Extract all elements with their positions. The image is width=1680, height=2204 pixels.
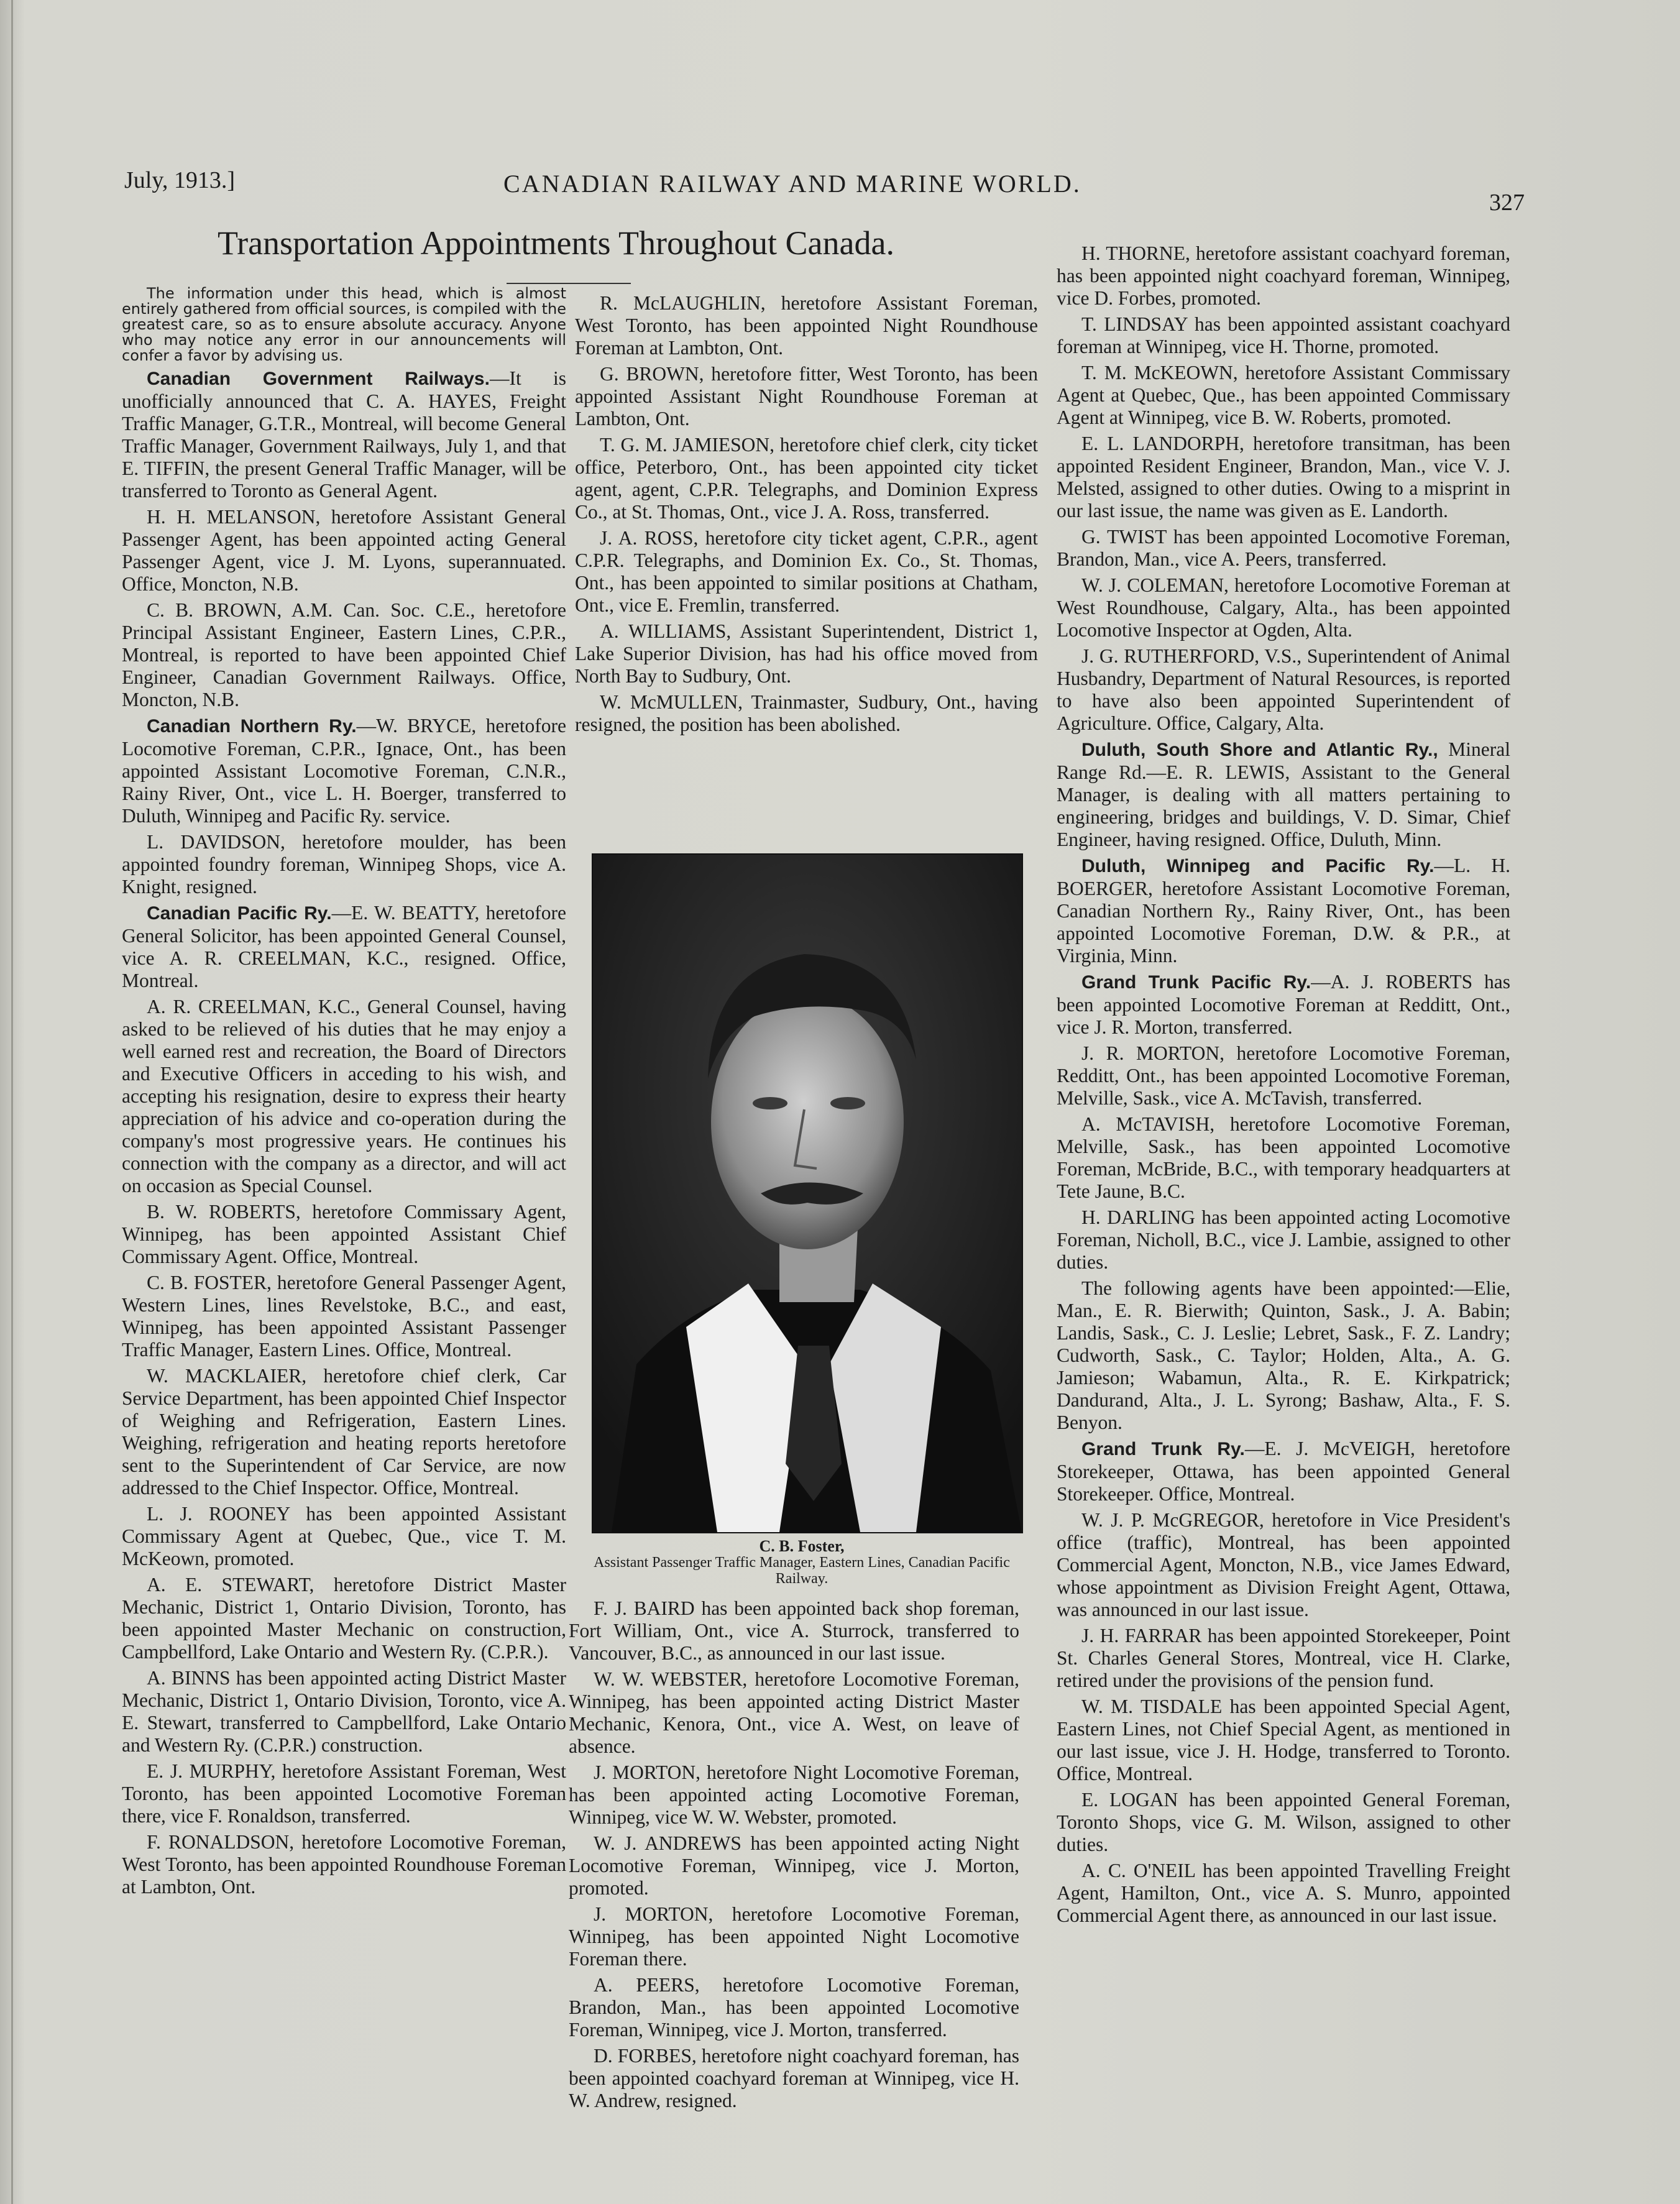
appointment-entry bbox=[569, 2045, 1019, 2112]
appointment-entry bbox=[122, 1503, 566, 1570]
entry-text: H. THORNE, heretofore assistant coachyard foreman, has been appointed night coachyard foreman, Winnipeg, vice D. Forbes, promoted. bbox=[1057, 242, 1510, 309]
entry-text: E. J. MURPHY, heretofore Assistant Foreman, West Toronto, has been appointed Locomotive Foreman there, vice F. Ronaldson, transferred. bbox=[122, 1760, 566, 1827]
entry-text: J. A. ROSS, heretofore city ticket agent, C.P.R., agent C.P.R. Telegraphs, and Dominion Ex. Co., St. Thomas, Ont., has been appointed to similar positions at Chatham, Ont., vice E. Fremlin, transferred. bbox=[575, 527, 1038, 616]
entry-text: W. M. TISDALE has been appointed Special Agent, Eastern Lines, not Chief Special Agent, as mentioned in our last issue, vice J. H. Hodge, transferred to Toronto. Office, Montreal. bbox=[1057, 1696, 1510, 1784]
appointment-entry bbox=[1057, 1206, 1510, 1274]
appointment-entry bbox=[1057, 433, 1510, 522]
article-intro: The information under this head, which is almost entirely gathered from official sources, is compiled with the greatest care, so as to ensure absolute accuracy. Anyone who may notice any error in our announcements will confer a favor by advising us. bbox=[122, 285, 566, 364]
appointment-entry bbox=[1057, 574, 1510, 641]
entry-text: E. L. LANDORPH, heretofore transitman, has been appointed Resident Engineer, Brandon, Man., vice V. J. Melsted, assigned to other duties. Owing to a misprint in our last issue, the name was given as E. Landorth. bbox=[1057, 433, 1510, 521]
entry-text: E. LOGAN has been appointed General Foreman, Toronto Shops, vice G. M. Wilson, assigned to other duties. bbox=[1057, 1789, 1510, 1855]
photo-caption bbox=[572, 1538, 1032, 1587]
appointment-entry bbox=[122, 1831, 566, 1898]
appointment-entry bbox=[122, 902, 566, 992]
appointment-entry bbox=[569, 1974, 1019, 2041]
entry-text: A. McTAVISH, heretofore Locomotive Foreman, Melville, Sask., has been appointed Locomotive Foreman, McBride, B.C., with temporary headquarters at Tete Jaune, B.C. bbox=[1057, 1113, 1510, 1202]
article-title: Transportation Appointments Throughout Canada. bbox=[218, 224, 894, 262]
portrait-photo bbox=[592, 853, 1023, 1533]
railway-heading: Duluth, Winnipeg and Pacific Ry. bbox=[1081, 856, 1434, 876]
entry-text: T. M. McKEOWN, heretofore Assistant Commissary Agent at Quebec, Que., has been appointed Commissary Agent at Winnipeg, vice B. W. Roberts, promoted. bbox=[1057, 362, 1510, 428]
column-2-bottom-entries bbox=[569, 1597, 1019, 2112]
running-head bbox=[124, 167, 1525, 216]
appointment-entry bbox=[122, 1760, 566, 1827]
appointment-entry bbox=[569, 1668, 1019, 1758]
entry-text: L. DAVIDSON, heretofore moulder, has been appointed foundry foreman, Winnipeg Shops, vice A. Knight, resigned. bbox=[122, 831, 566, 898]
appointment-entry bbox=[575, 434, 1038, 523]
appointment-entry bbox=[122, 599, 566, 711]
appointment-entry bbox=[1057, 362, 1510, 429]
entry-text: J. MORTON, heretofore Locomotive Foreman, Winnipeg, has been appointed Night Locomotive Foreman there. bbox=[569, 1903, 1019, 1970]
title-rule bbox=[507, 283, 631, 284]
entry-text: W. McMULLEN, Trainmaster, Sudbury, Ont., having resigned, the position has been abolished. bbox=[575, 691, 1038, 735]
entry-text: F. J. BAIRD has been appointed back shop foreman, Fort William, Ont., vice A. Sturrock, transferred to Vancouver, B.C., as announced in our last issue. bbox=[569, 1597, 1019, 1664]
entry-text: Mineral Range Rd.—E. R. LEWIS, Assistant to the General Manager, is dealing with all matters pertaining to engineering, bridges and buildings, V. D. Simar, Chief Engineer, having resigned. Office, Duluth, Minn. bbox=[1057, 738, 1510, 850]
entry-text: B. W. ROBERTS, heretofore Commissary Agent, Winnipeg, has been appointed Assistant Chief Commissary Agent. Office, Montreal. bbox=[122, 1201, 566, 1267]
column-1-entries bbox=[122, 367, 566, 1898]
appointment-entry bbox=[575, 292, 1038, 359]
entry-text: J. H. FARRAR has been appointed Storekeeper, Point St. Charles General Stores, Montreal, vice H. Clarke, retired under the provisions of the pension fund. bbox=[1057, 1625, 1510, 1691]
entry-text: —W. BRYCE, heretofore Locomotive Foreman, C.P.R., Ignace, Ont., has been appointed Assistant Locomotive Foreman, C.N.R., Rainy River, Ont., vice L. H. Boerger, transferred to Duluth, Winnipeg and Pacific Ry. service. bbox=[122, 715, 566, 827]
railway-heading: Canadian Northern Ry. bbox=[147, 716, 357, 737]
appointment-entry bbox=[1057, 1860, 1510, 1927]
entry-text: A. E. STEWART, heretofore District Master Mechanic, District 1, Ontario Division, Toronto, has been appointed Master Mechanic on construction, Campbellford, Lake Ontario and Western Ry. (C.P.R.). bbox=[122, 1574, 566, 1663]
appointment-entry bbox=[122, 1667, 566, 1756]
entry-text: A. BINNS has been appointed acting District Master Mechanic, District 1, Ontario Division, Toronto, vice A. E. Stewart, transferred to Campbellford, Lake Ontario and Western Ry. (C.P.R.) construction. bbox=[122, 1667, 566, 1756]
column-3-entries bbox=[1057, 242, 1510, 1927]
appointment-entry bbox=[1057, 313, 1510, 358]
appointment-entry bbox=[1057, 1042, 1510, 1109]
entry-text: A. C. O'NEIL has been appointed Travelling Freight Agent, Hamilton, Ont., vice A. S. Munro, appointed Commercial Agent there, as announced in our last issue. bbox=[1057, 1860, 1510, 1926]
appointment-entry bbox=[1057, 1509, 1510, 1621]
column-2-top bbox=[575, 292, 1038, 740]
entry-text: C. B. BROWN, A.M. Can. Soc. C.E., heretofore Principal Assistant Engineer, Eastern Lines, C.P.R., Montreal, is reported to have been appointed Chief Engineer, Canadian Government Railways. Office, Moncton, N.B. bbox=[122, 599, 566, 710]
entry-text: G. TWIST has been appointed Locomotive Foreman, Brandon, Man., vice A. Peers, transferred. bbox=[1057, 526, 1510, 570]
appointment-entry bbox=[1057, 242, 1510, 310]
page-number: 327 bbox=[1489, 190, 1525, 216]
appointment-entry bbox=[122, 1574, 566, 1663]
entry-text: A. R. CREELMAN, K.C., General Counsel, having asked to be relieved of his duties that he may enjoy a well earned rest and recreation, the Board of Directors and Executive Officers in acceding to his wish, and accepting his resignation, desire to express their hearty appreciation of his advice and co-operation during the company's most progressive years. He continues his connection with the company as a director, and will act on occasion as Special Counsel. bbox=[122, 996, 566, 1196]
entry-text: W. J. P. McGREGOR, heretofore in Vice President's office (traffic), Montreal, has been appointed Commercial Agent, Moncton, N.B., vice James Edward, whose appointment as Division Freight Agent, Ottawa, was announced in our last issue. bbox=[1057, 1509, 1510, 1620]
caption-name: C. B. Foster, bbox=[759, 1537, 845, 1555]
entry-text: W. J. COLEMAN, heretofore Locomotive Foreman at West Roundhouse, Calgary, Alta., has been appointed Locomotive Inspector at Ogden, Alta. bbox=[1057, 574, 1510, 641]
entry-text: —E. J. McVEIGH, heretofore Storekeeper, Ottawa, has been appointed General Storekeeper. Office, Montreal. bbox=[1057, 1438, 1510, 1505]
appointment-entry bbox=[575, 527, 1038, 617]
appointment-entry bbox=[1057, 1789, 1510, 1856]
appointment-entry bbox=[122, 715, 566, 827]
appointment-entry bbox=[122, 367, 566, 502]
appointment-entry bbox=[1057, 738, 1510, 851]
entry-text: C. B. FOSTER, heretofore General Passenger Agent, Western Lines, lines Revelstoke, B.C., and east, Winnipeg, has been appointed Assistant Passenger Traffic Manager, Eastern Lines. Office, Montreal. bbox=[122, 1272, 566, 1361]
column-2-bottom bbox=[569, 1597, 1019, 2116]
binding-gutter bbox=[11, 0, 13, 2204]
appointment-entry bbox=[569, 1761, 1019, 1829]
entry-text: T. G. M. JAMIESON, heretofore chief clerk, city ticket office, Peterboro, Ont., has been appointed city ticket agent, agent, C.P.R. Telegraphs, and Dominion Express Co., at St. Thomas, Ont., vice J. A. Ross, transferred. bbox=[575, 434, 1038, 523]
entry-text: The following agents have been appointed:—Elie, Man., E. R. Bierwith; Quinton, Sask., J. A. Babin; Landis, Sask., C. J. Leslie; Lebret, Sask., F. Z. Landry; Cudworth, Sask., C. Taylor; Holden, Alta., A. G. Jamieson; Wabamun, Alta., R. E. Kirkpatrick; Dandurand, Alta., J. L. Syrong; Bashaw, Alta., F. S. Benyon. bbox=[1057, 1277, 1510, 1433]
appointment-entry bbox=[122, 1272, 566, 1361]
entry-text: —L. H. BOERGER, heretofore Assistant Locomotive Foreman, Canadian Northern Ry., Rainy River, Ont., has been appointed Locomotive Foreman, D.W. & P.R., at Virginia, Minn. bbox=[1057, 855, 1510, 967]
appointment-entry bbox=[122, 831, 566, 898]
appointment-entry bbox=[1057, 1438, 1510, 1505]
railway-heading: Grand Trunk Pacific Ry. bbox=[1081, 972, 1311, 993]
entry-text: —A. J. ROBERTS has been appointed Locomotive Foreman at Redditt, Ont., vice J. R. Morton, transferred. bbox=[1057, 971, 1510, 1038]
entry-text: L. J. ROONEY has been appointed Assistant Commissary Agent at Quebec, Que., vice T. M. McKeown, promoted. bbox=[122, 1503, 566, 1569]
appointment-entry bbox=[575, 620, 1038, 687]
appointment-entry bbox=[1057, 645, 1510, 735]
issue-date: July, 1913.] bbox=[124, 167, 236, 193]
appointment-entry bbox=[1057, 1696, 1510, 1785]
entry-text: F. RONALDSON, heretofore Locomotive Foreman, West Toronto, has been appointed Roundhouse Foreman at Lambton, Ont. bbox=[122, 1831, 566, 1898]
appointment-entry bbox=[1057, 855, 1510, 967]
appointment-entry bbox=[122, 1365, 566, 1499]
entry-text: W. J. ANDREWS has been appointed acting Night Locomotive Foreman, Winnipeg, vice J. Morton, promoted. bbox=[569, 1832, 1019, 1899]
caption-title: Assistant Passenger Traffic Manager, Eastern Lines, Canadian Pacific Railway. bbox=[594, 1554, 1010, 1587]
appointment-entry bbox=[1057, 971, 1510, 1039]
appointment-entry bbox=[569, 1832, 1019, 1899]
portrait-image bbox=[593, 855, 1022, 1532]
appointment-entry bbox=[569, 1597, 1019, 1664]
appointment-entry bbox=[1057, 1625, 1510, 1692]
entry-text: H. DARLING has been appointed acting Locomotive Foreman, Nicholl, B.C., vice J. Lambie, assigned to other duties. bbox=[1057, 1206, 1510, 1273]
appointment-entry bbox=[122, 506, 566, 595]
column-2-top-entries bbox=[575, 292, 1038, 736]
entry-text: G. BROWN, heretofore fitter, West Toronto, has been appointed Assistant Night Roundhouse Foreman at Lambton, Ont. bbox=[575, 363, 1038, 429]
publication-title: CANADIAN RAILWAY AND MARINE WORLD. bbox=[503, 170, 1081, 198]
entry-text: —E. W. BEATTY, heretofore General Solicitor, has been appointed General Counsel, vice A. R. CREELMAN, K.C., resigned. Office, Montreal. bbox=[122, 902, 566, 991]
railway-heading: Canadian Government Railways. bbox=[147, 369, 490, 389]
entry-text: R. McLAUGHLIN, heretofore Assistant Foreman, West Toronto, has been appointed Night Roundhouse Foreman at Lambton, Ont. bbox=[575, 292, 1038, 359]
entry-text: J. MORTON, heretofore Night Locomotive Foreman, has been appointed acting Locomotive Foreman, Winnipeg, vice W. W. Webster, promoted. bbox=[569, 1761, 1019, 1828]
appointment-entry bbox=[569, 1903, 1019, 1970]
appointment-entry bbox=[575, 691, 1038, 736]
railway-heading: Canadian Pacific Ry. bbox=[147, 903, 332, 924]
entry-text: W. MACKLAIER, heretofore chief clerk, Car Service Department, has been appointed Chief Inspector of Weighing and Refrigeration, Eastern Lines. Weighing, refrigeration and heating reports heretofore sent to the Superintendent of Car Service, are now addressed to the Chief Inspector. Office, Montreal. bbox=[122, 1365, 566, 1499]
entry-text: D. FORBES, heretofore night coachyard foreman, has been appointed coachyard foreman at Winnipeg, vice H. W. Andrew, resigned. bbox=[569, 2045, 1019, 2111]
appointment-entry bbox=[122, 996, 566, 1197]
entry-text: T. LINDSAY has been appointed assistant coachyard foreman at Winnipeg, vice H. Thorne, promoted. bbox=[1057, 313, 1510, 357]
appointment-entry bbox=[1057, 1277, 1510, 1434]
entry-text: H. H. MELANSON, heretofore Assistant General Passenger Agent, has been appointed acting General Passenger Agent, vice J. M. Lyons, superannuated. Office, Moncton, N.B. bbox=[122, 506, 566, 595]
entry-text: W. W. WEBSTER, heretofore Locomotive Foreman, Winnipeg, has been appointed acting District Master Mechanic, Kenora, Ont., vice A. West, on leave of absence. bbox=[569, 1668, 1019, 1757]
entry-text: J. R. MORTON, heretofore Locomotive Foreman, Redditt, Ont., has been appointed Locomotive Foreman, Melville, Sask., vice A. McTavish, transferred. bbox=[1057, 1042, 1510, 1109]
appointment-entry bbox=[575, 363, 1038, 430]
entry-text: A. PEERS, heretofore Locomotive Foreman, Brandon, Man., has been appointed Locomotive Foreman, Winnipeg, vice J. Morton, transferred. bbox=[569, 1974, 1019, 2041]
railway-heading: Grand Trunk Ry. bbox=[1081, 1439, 1245, 1459]
entry-text: —It is unofficially announced that C. A. HAYES, Freight Traffic Manager, G.T.R., Montreal, will become General Traffic Manager, Government Railways, July 1, and that E. TIFFIN, the present General Traffic Manager, will be transferred to Toronto as General Agent. bbox=[122, 367, 566, 502]
appointment-entry bbox=[1057, 526, 1510, 571]
column-1 bbox=[122, 286, 566, 1902]
column-3 bbox=[1057, 242, 1510, 1931]
appointment-entry bbox=[1057, 1113, 1510, 1203]
entry-text: A. WILLIAMS, Assistant Superintendent, District 1, Lake Superior Division, has had his office moved from North Bay to Sudbury, Ont. bbox=[575, 620, 1038, 687]
appointment-entry bbox=[122, 1201, 566, 1268]
railway-heading: Duluth, South Shore and Atlantic Ry., bbox=[1081, 740, 1438, 760]
entry-text: J. G. RUTHERFORD, V.S., Superintendent of Animal Husbandry, Department of Natural Resources, is reported to have also been appointed Superintendent of Agriculture. Office, Calgary, Alta. bbox=[1057, 645, 1510, 734]
